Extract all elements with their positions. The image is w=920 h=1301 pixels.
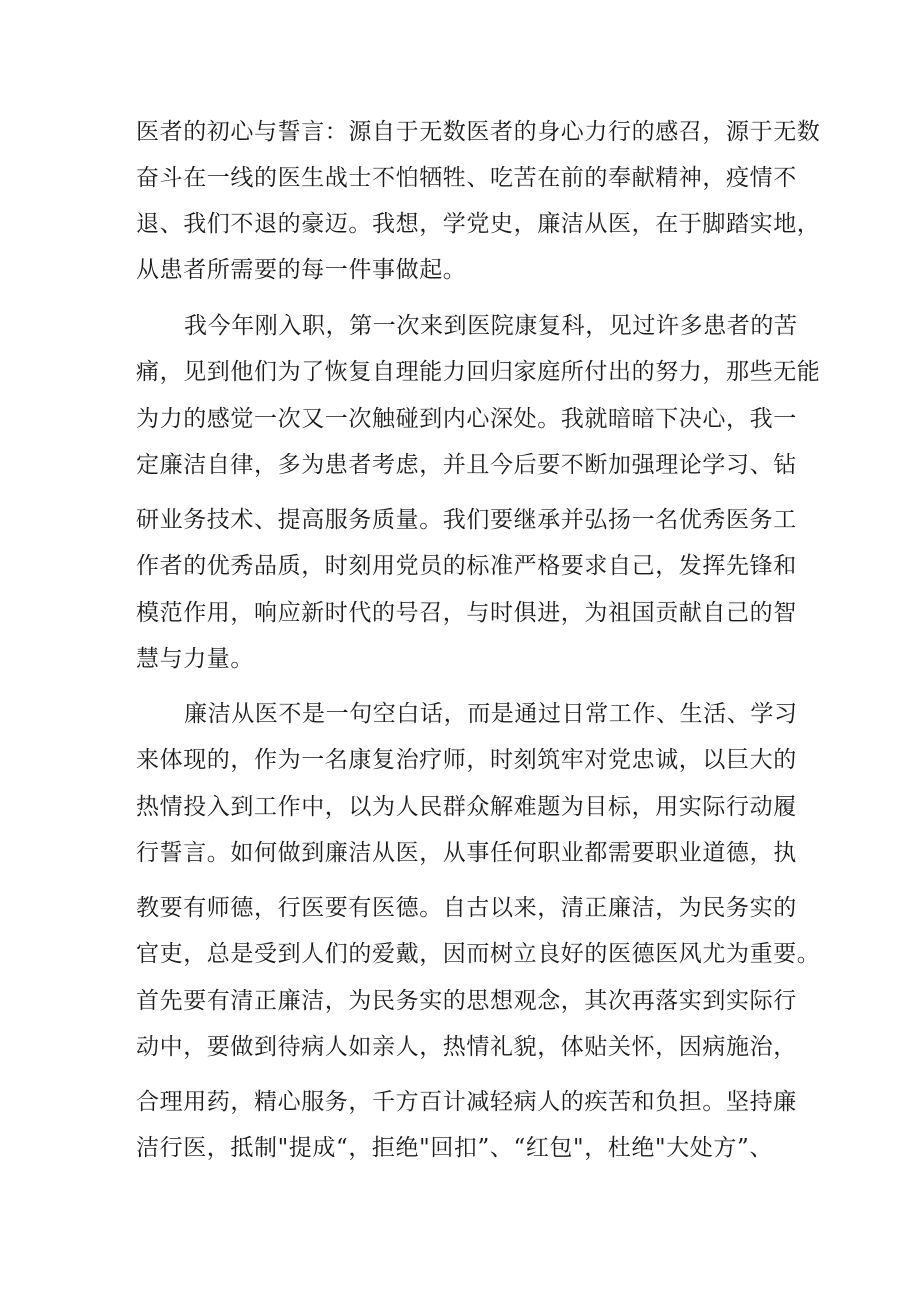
text-line: 慧与力量。: [136, 646, 254, 672]
text-line: 热情投入到工作中，以为人民群众解难题为目标，用实际行动履: [136, 794, 797, 820]
text-line: 合理用药，精心服务，千方百计减轻病人的疾苦和负担。坚持廉: [136, 1089, 797, 1115]
text-line: 医者的初心与誓言：源自于无数医者的身心力行的感召，源于无数: [136, 119, 821, 145]
text-line: 官吏，总是受到人们的爱戴，因而树立良好的医德医风尤为重要。: [136, 941, 821, 967]
text-line: 作者的优秀品质，时刻用党员的标准严格要求自己，发挥先锋和: [136, 553, 797, 579]
text-line: 来体现的，作为一名康复治疗师，时刻筑牢对党忠诚，以巨大的: [136, 747, 797, 773]
text-line: 行誓言。如何做到廉洁从医，从事任何职业都需要职业道德，执: [136, 840, 797, 866]
text-line: 我今年刚入职，第一次来到医院康复科，见过许多患者的苦: [184, 313, 798, 339]
text-line: 廉洁从医不是一句空白话，而是通过日常工作、生活、学习: [184, 701, 798, 727]
text-line: 模范作用，响应新时代的号召，与时俱进，为祖国贡献自己的智: [136, 600, 797, 626]
text-line: 退、我们不退的豪迈。我想，学党史，廉洁从医，在于脚踏实地，: [136, 211, 821, 237]
text-line: 动中，要做到待病人如亲人，热情礼貌，体贴关怀，因病施治，: [136, 1034, 797, 1060]
text-line: 为力的感觉一次又一次触碰到内心深处。我就暗暗下决心，我一: [136, 406, 797, 432]
text-line: 洁行医，抵制"提成“，拒绝"回扣”、“红包"，杜绝"大处方”、: [136, 1135, 773, 1161]
text-line: 奋斗在一线的医生战士不怕牺牲、吃苦在前的奉献精神，疫情不: [136, 165, 797, 191]
text-line: 痛，见到他们为了恢复自理能力回归家庭所付出的努力，那些无能: [136, 359, 821, 385]
text-line: 定廉洁自律，多为患者考虑，并且今后要不断加强理论学习、钻: [136, 452, 797, 478]
text-line: 研业务技术、提高服务质量。我们要继承并弘扬一名优秀医务工: [136, 507, 797, 533]
text-line: 从患者所需要的每一件事做起。: [136, 257, 467, 283]
text-line: 教要有师德，行医要有医德。自古以来，清正廉洁，为民务实的: [136, 895, 797, 921]
text-line: 首先要有清正廉洁，为民务实的思想观念，其次再落实到实际行: [136, 988, 797, 1014]
